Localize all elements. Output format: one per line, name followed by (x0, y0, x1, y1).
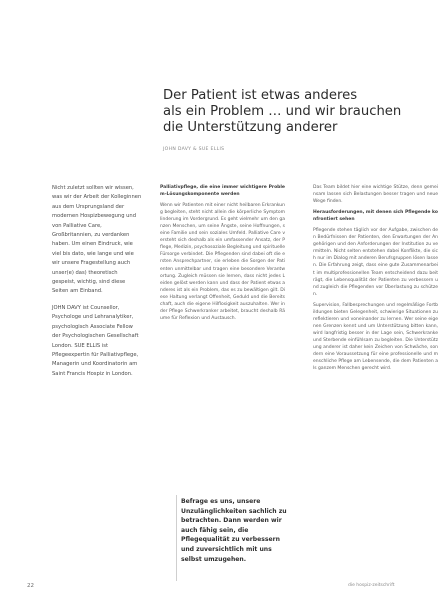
journal-name: die hospiz-zeitschrift (348, 583, 395, 588)
article-title (163, 88, 438, 136)
sidebar-intro: Nicht zuletzt sollten wir wissen, was wir der Arbeit der Kolleginnen aus dem Ursprungsland der modernen Hospizbewegung und von Palliative Care, Großbritannien, zu verdanken haben. Um einen Eindruck, wie viel bis dato, wie lange und wie wir unsere Fragestellung auch unser(e) das) theoretisch gespeist, wichtig, sind diese Seiten am Einband. (52, 185, 142, 295)
title-line-1: Der Patient ist etwas anderes (163, 88, 358, 103)
author-bio: JOHN DAVY ist Counsellor, Psychologe und Lehranalytiker, psychologisch Associate Fellow der Psychologischen Gesellschaft London. SUE ELLIS ist Pflegeexpertin für Palliativpflege, Managerin und Koordinatorin am Saint Francis Hospiz in London. (52, 304, 139, 377)
column-2-subheading: Herausforderungen, mit denen sich Pflegende konfrontiert sehen (313, 210, 438, 223)
pull-quote: Befrage es uns, unsere Unzulänglichkeiten sachlich zu betrachten. Dann werden wir auch fähig sein, die Pflegequalität zu verbessern und zuversichtlich mit uns selbst umzugehen. (181, 498, 287, 563)
article-byline: JOHN DAVY & SUE ELLIS (163, 147, 225, 152)
column-2-paragraph-2: Pflegende stehen täglich vor der Aufgabe, zwischen den Bedürfnissen der Patienten, den Erwartungen der Angehörigen und den Anforderungen der Institution zu vermitteln. Nicht selten entstehen dabei Konflikte, die sich nur im Dialog mit anderen Berufsgruppen lösen lassen. Die Erfahrung zeigt, dass eine gute Zusammenarbeit im multiprofessionellen Team entscheidend dazu beiträgt, die Lebensqualität der Patienten zu verbessern und zugleich die Pflegenden vor Überlastung zu schützen. (313, 228, 438, 297)
body-column-1 (160, 184, 285, 326)
column-2-paragraph-3: Supervision, Fallbesprechungen und regelmäßige Fortbildungen bieten Gelegenheit, schwierige Situationen zu reflektieren und voneinander zu lernen. Wer seine eigenen Grenzen kennt und um Unterstützung bitten kann, wird langfristig besser in der Lage sein, Schwerkranke und Sterbende einfühlsam zu begleiten. Die Unterstützung anderer ist daher kein Zeichen von Schwäche, sondern eine Voraussetzung für eine professionelle und menschliche Pflege am Lebensende, die dem Patienten als ganzem Menschen gerecht wird. (313, 302, 438, 372)
column-1-paragraph: Wenn wir Patienten mit einer nicht heilbaren Erkrankung begleiten, steht nicht allein die körperliche Symptomlinderung im Vordergrund. Es geht vielmehr um den ganzen Menschen, um seine Ängste, seine Hoffnungen, seine Familie und sein soziales Umfeld. Palliative Care versteht sich deshalb als ein umfassender Ansatz, der Pflege, Medizin, psychosoziale Begleitung und spirituelle Fürsorge verbindet. Die Pflegenden sind dabei oft die ersten Ansprechpartner, sie erleben die Sorgen der Patienten unmittelbar und tragen eine besondere Verantwortung. Zugleich müssen sie lernen, dass nicht jedes Leiden gelöst werden kann und dass der Patient etwas anderes ist als ein Problem, das es zu bewältigen gilt. Diese Haltung verlangt Offenheit, Geduld und die Bereitschaft, auch die eigene Hilflosigkeit auszuhalten. Wer in der Pflege Schwerkranker arbeitet, braucht deshalb Räume für Reflexion und Austausch. (160, 203, 285, 321)
column-2-paragraph-1: Das Team bildet hier eine wichtige Stütze, denn gemeinsam lassen sich Belastungen besser tragen und neue Wege finden. (313, 185, 438, 205)
pullquote-rule (176, 495, 177, 581)
body-column-2 (313, 184, 438, 376)
title-line-3: die Unterstützung anderer (163, 120, 338, 135)
page-number: 22 (27, 583, 34, 589)
sidebar-column (52, 184, 142, 379)
title-line-2: als ein Problem … und wir brauchen (163, 104, 402, 119)
column-1-lead: Palliativpflege, die eine immer wichtigere Problem-Lösungskomponente werden (160, 185, 285, 198)
